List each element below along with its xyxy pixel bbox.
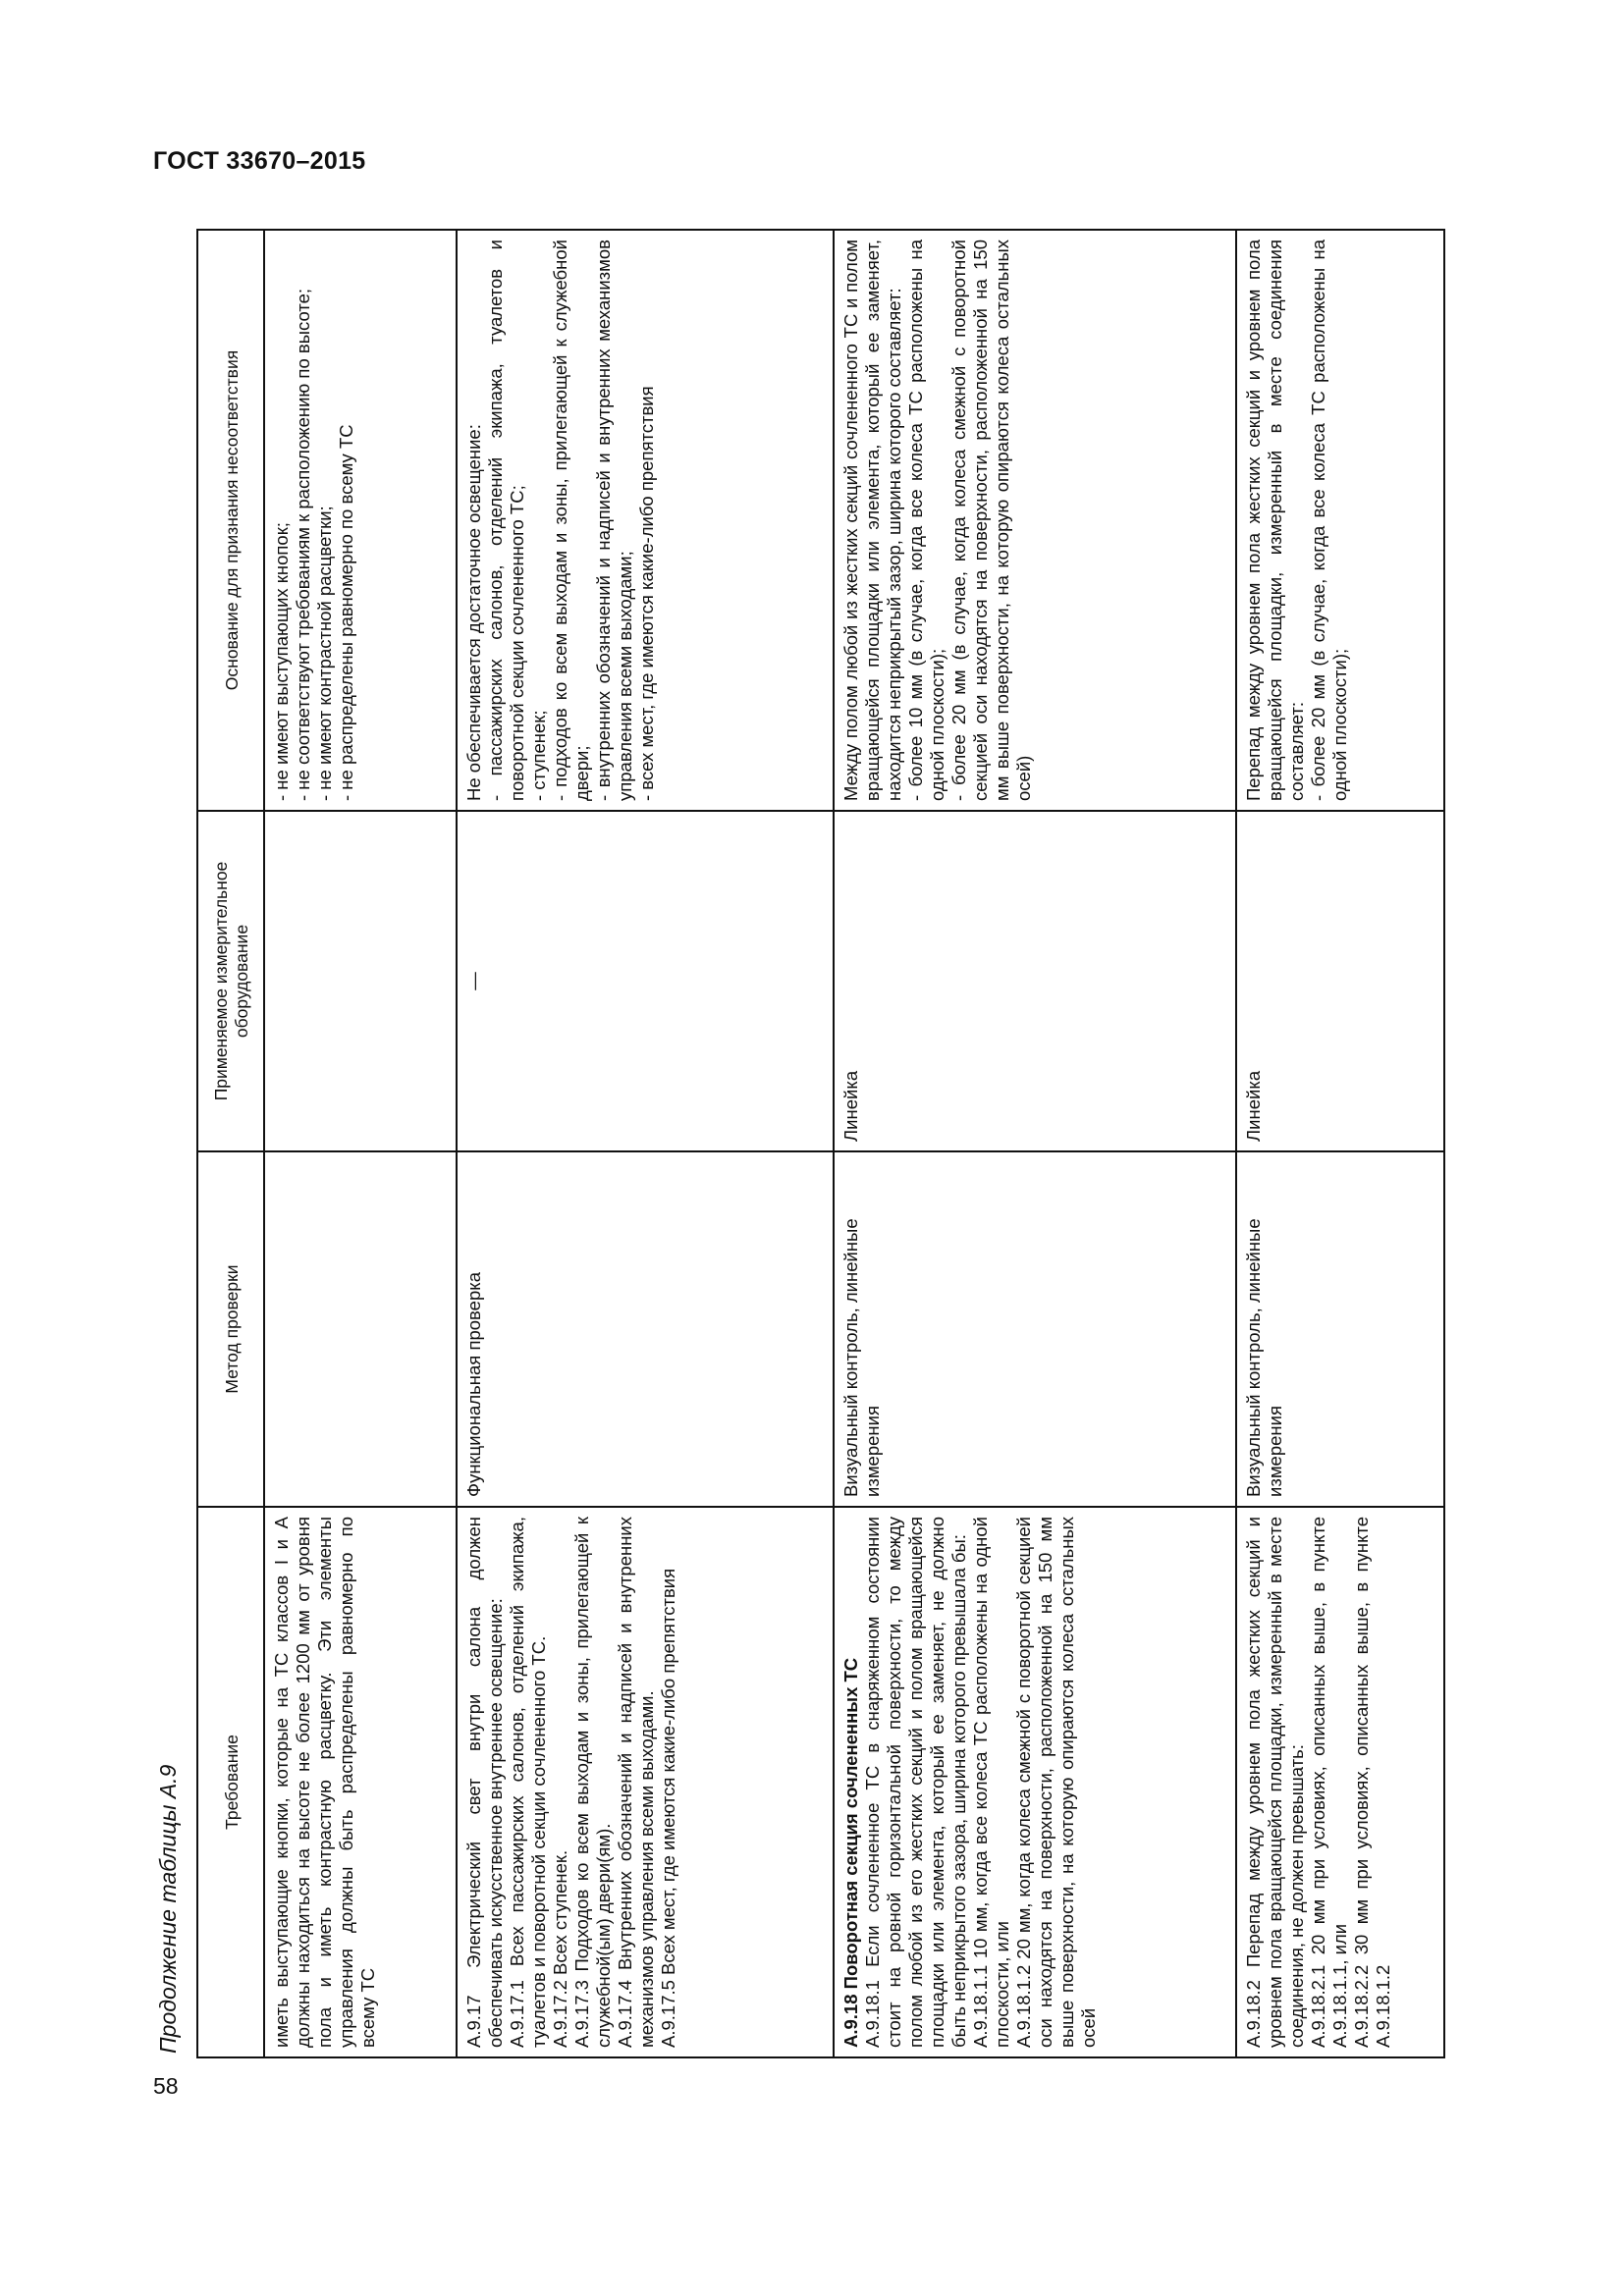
rotated-table-wrapper [196,231,1443,2058]
basis-cell [264,230,457,811]
requirements-table [196,229,1445,2058]
method-cell [457,1151,834,1507]
basis-cell [834,230,1236,811]
table-row [264,230,457,2057]
basis-line: - не имеют контрастной расцветки; [314,506,335,801]
equipment-cell [264,811,457,1151]
table-header-row [197,230,264,2057]
equipment-cell [834,811,1236,1151]
basis-line: Перепад между уровнем пола жестких секций и уровнем пола вращающейся площадки, измеренный в месте соединения составляет: [1243,240,1307,801]
requirement-line: А.9.17.1 Всех пассажирских салонов, отделений экипажа, туалетов и поворотной секции сочлененного ТС. [507,1517,549,2048]
requirement-line: А.9.17.3 Подходов ко всем выходам и зоны, прилегающей к служебной(ым) двери(ям). [571,1517,614,2048]
basis-line: - пассажирских салонов, отделений экипажа, туалетов и поворотной секции сочлененного ТС; [485,240,527,801]
basis-line: - подходов ко всем выходам и зоны, прилегающей к служебной двери; [550,240,592,801]
requirement-line: А.9.17.5 Всех мест, где имеются какие-либо препятствия [658,1568,678,2048]
table-row [834,230,1236,2057]
basis-line: - не соответствуют требованиям к расположению по высоте; [293,288,313,801]
col-header-equipment: Применяемое измерительное оборудование [197,811,264,1151]
method-cell [834,1151,1236,1507]
table-row [1236,230,1444,2057]
basis-line: - ступенек; [528,710,549,801]
method-cell [1236,1151,1444,1507]
col-header-method: Метод проверки [197,1151,264,1507]
equipment-cell [1236,811,1444,1151]
basis-line: - более 10 мм (в случае, когда все колеса ТС расположены на одной плоскости); [905,240,947,801]
method-text: Функциональная проверка [463,1271,484,1497]
table-continuation-caption: Продолжение таблицы А.9 [155,1764,181,2054]
document-id: ГОСТ 33670–2015 [153,147,366,175]
basis-line: Не обеспечивается достаточное освещение: [463,424,484,801]
basis-line: - не распределены равномерно по всему ТС [336,424,356,801]
equipment-text: Линейка [1243,1070,1264,1142]
requirement-text: иметь выступающие кнопки, которые на ТС классов I и А должны находиться на высоте не более 1200 мм от уровня пола и иметь контрастную расцветку. Эти элементы управления должны быть распределены равномерно по всему ТС [271,1517,378,2048]
basis-line: - всех мест, где имеются какие-либо препятствия [636,386,657,801]
table-row [457,230,834,2057]
equipment-cell [457,811,834,1151]
basis-cell [457,230,834,811]
requirement-line: А.9.17.2 Всех ступенек. [550,1849,570,2048]
requirement-cell [834,1507,1236,2057]
equipment-text: Линейка [840,1070,861,1142]
requirement-line: А.9.18.2.2 30 мм при условиях, описанных выше, в пункте А.9.18.1.2 [1351,1517,1393,2048]
requirement-cell [457,1507,834,2057]
method-cell [264,1151,457,1507]
method-text: Визуальный контроль, линейные измерения [1243,1218,1285,1497]
requirement-line: А.9.18.1 Если сочлененное ТС в снаряженном состоянии стоит на ровной горизонтальной поверхности, то между полом любой из его жестких секций и полом вращающейся площадки или элемента, который ее заменяет, не должно быть неприкрытого зазора, ширина которого превышала бы: [862,1517,969,2048]
requirement-line: А.9.18.2 Перепад между уровнем пола жестких секций и уровнем пола вращающейся площадки, измеренный в месте соединения, не должен превышать: [1243,1517,1307,2048]
basis-line: - не имеют выступающих кнопок; [271,522,292,801]
requirement-line: А.9.18.1.1 10 мм, когда все колеса ТС расположены на одной плоскости, или [970,1517,1012,2048]
basis-line: Между полом любой из жестких секций сочлененного ТС и полом вращающейся площадки или элемента, который ее заменяет, находится неприкрытый зазор, ширина которого составляет: [840,240,904,801]
requirement-cell [264,1507,457,2057]
requirement-line: А.9.17.4 Внутренних обозначений и надписей и внутренних механизмов управления всеми выходами. [615,1517,657,2048]
requirement-line: А.9.17 Электрический свет внутри салона должен обеспечивать искусственное внутреннее освещение: [463,1517,506,2048]
basis-line: - внутренних обозначений и надписей и внутренних механизмов управления всеми выходами; [593,240,635,801]
section-heading: А.9.18 Поворотная секция сочлененных ТС [840,1657,861,2048]
method-text: Визуальный контроль, линейные измерения [840,1218,883,1497]
basis-cell [1236,230,1444,811]
col-header-basis: Основание для признания несоответствия [197,230,264,811]
requirement-cell [1236,1507,1444,2057]
equipment-text: — [463,972,484,990]
requirement-line: А.9.18.1.2 20 мм, когда колеса смежной с поворотной секцией оси находятся на поверхности, расположенной на 150 мм выше поверхности, на которую опираются колеса остальных осей [1013,1517,1099,2048]
requirement-line: А.9.18.2.1 20 мм при условиях, описанных выше, в пункте А.9.18.1.1, или [1308,1517,1350,2048]
basis-line: - более 20 мм (в случае, когда все колеса ТС расположены на одной плоскости); [1308,240,1350,801]
col-header-requirement: Требование [197,1507,264,2057]
page-number: 58 [153,2073,179,2099]
basis-line: - более 20 мм (в случае, когда колеса смежной с поворотной секцией оси находятся на поверхности, расположенной на 150 мм выше поверхности, на которую опираются колеса остальных осей) [948,240,1034,801]
